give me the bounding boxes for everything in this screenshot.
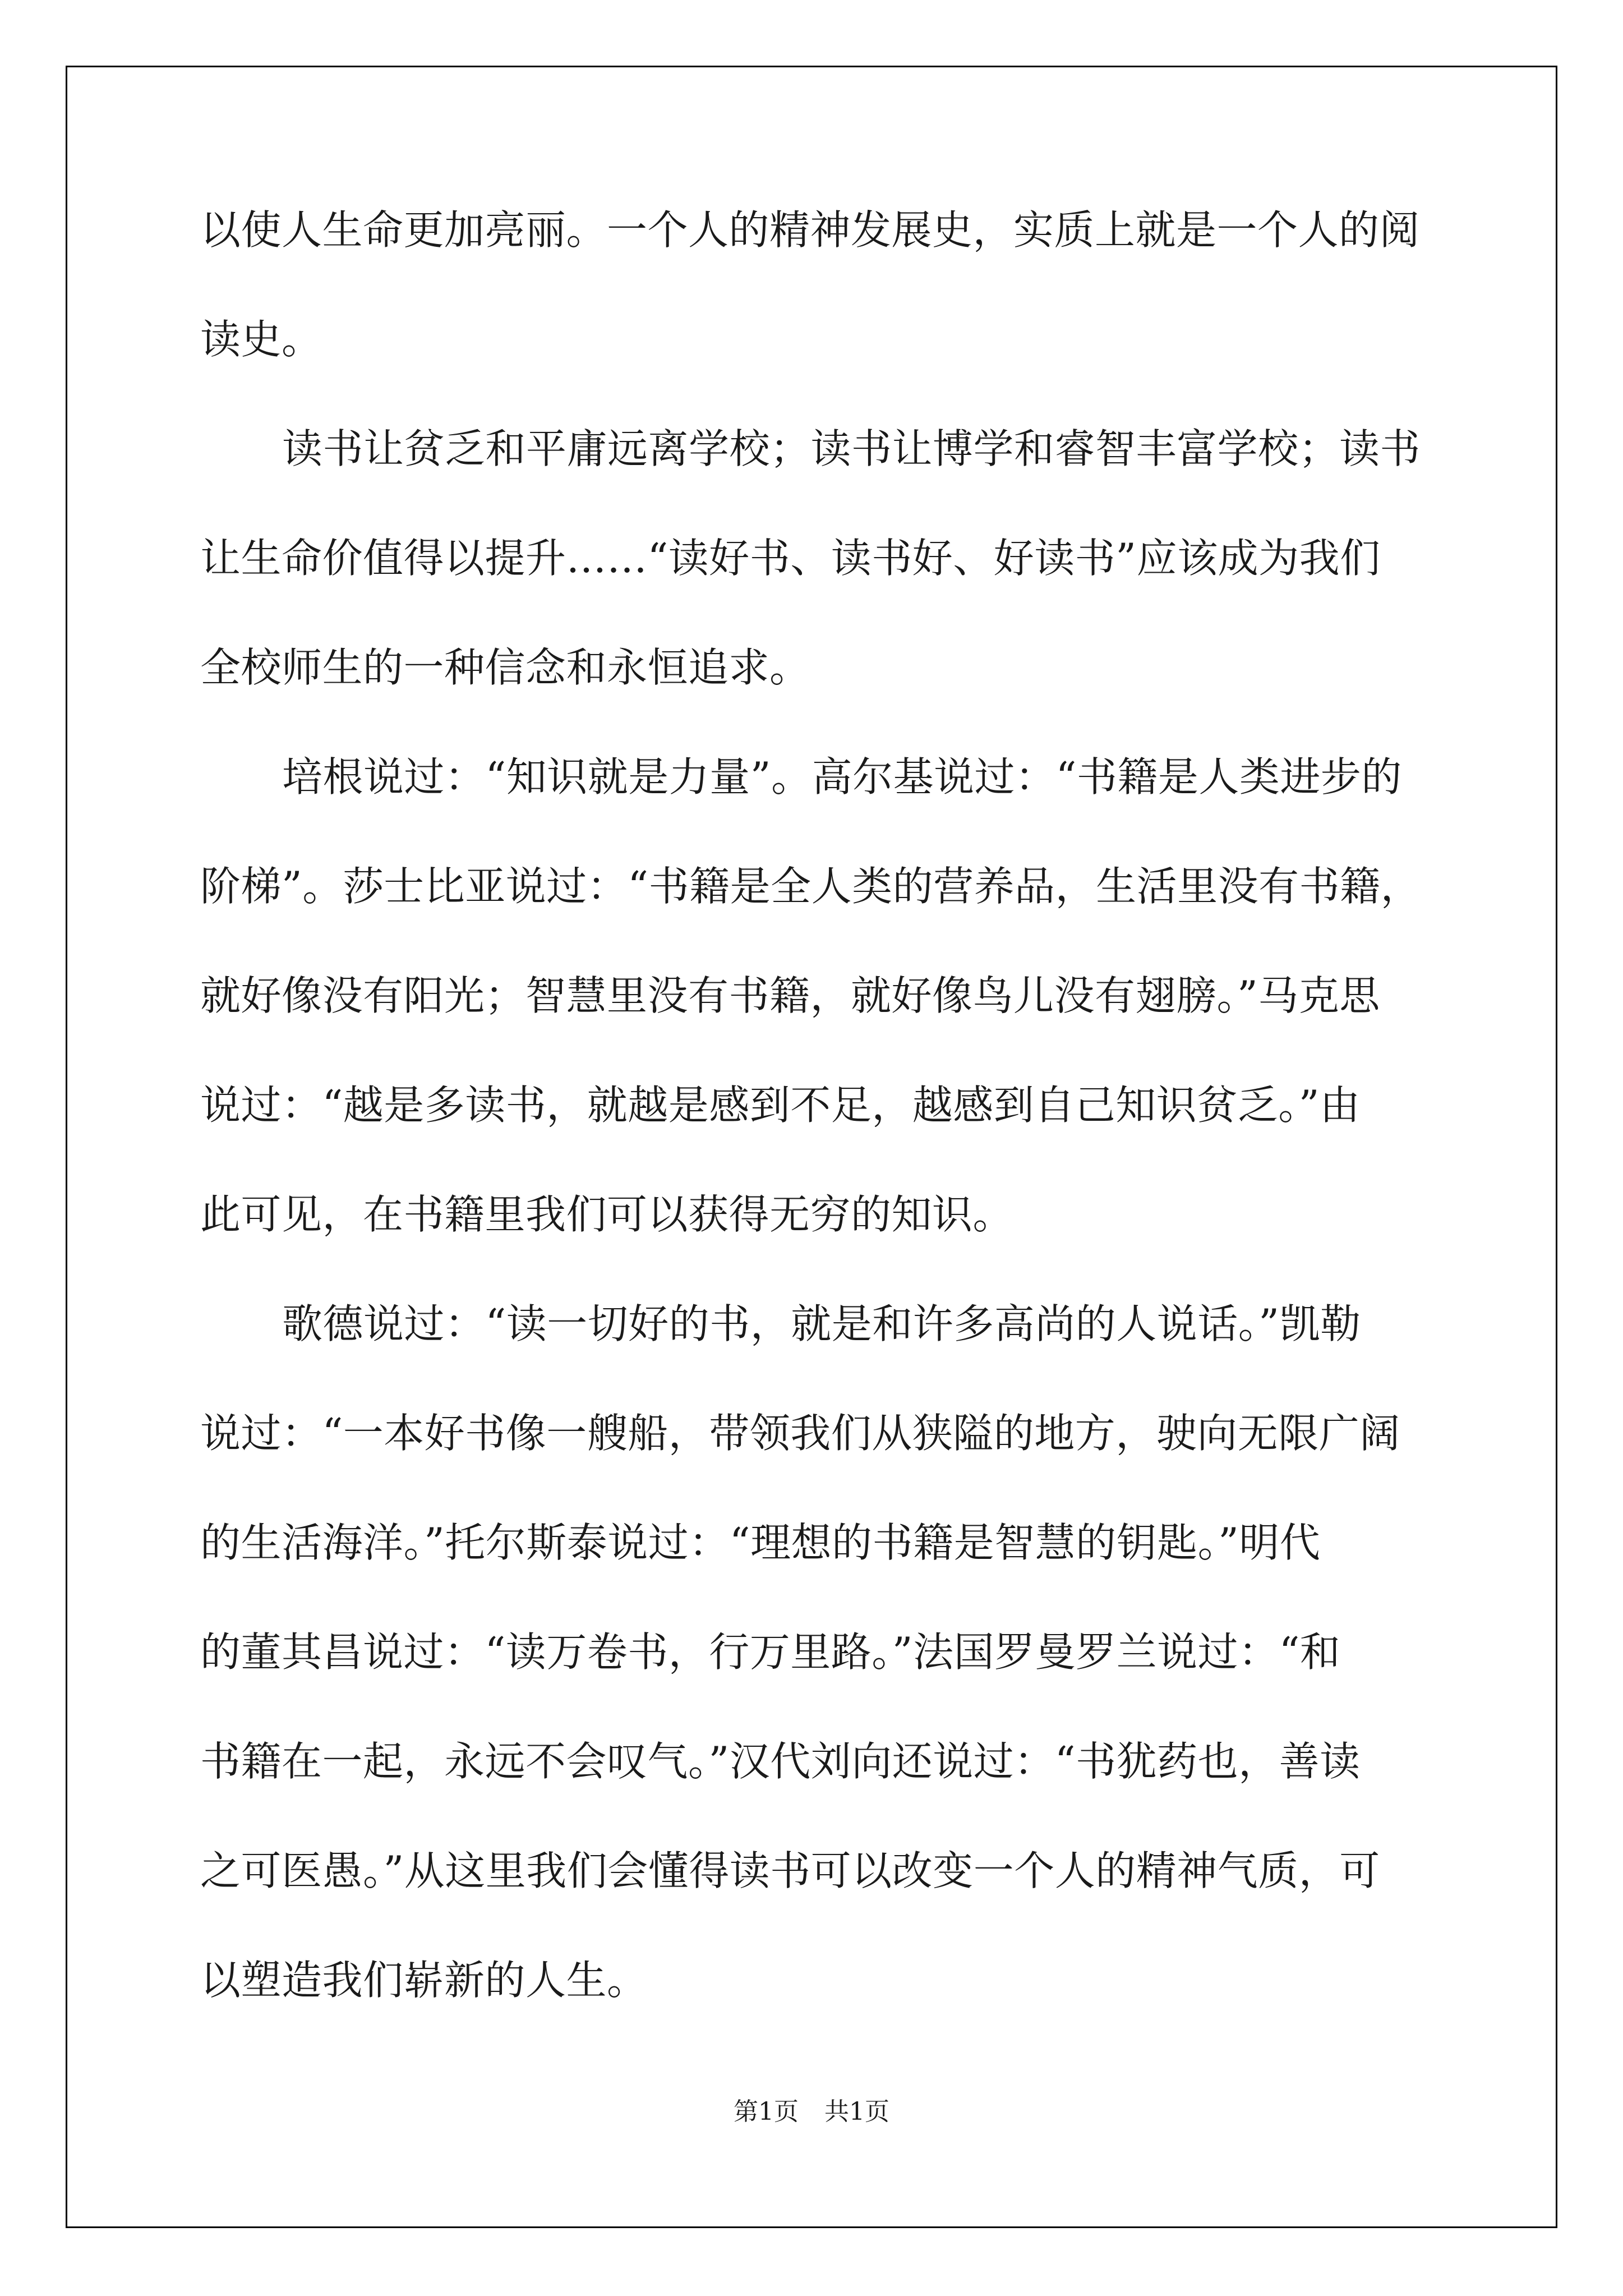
text-line: 全校师生的一种信念和永恒追求。 — [200, 644, 810, 691]
page-number: 第1页 — [734, 2097, 799, 2126]
text-line: 阶梯”。莎士比亚说过：“书籍是全人类的营养品，生活里没有书籍， — [200, 863, 1422, 910]
paragraph-first-line: 读书让贫乏和平庸远离学校；读书让博学和睿智丰富学校；读书 — [282, 425, 1421, 472]
page-border — [66, 66, 1557, 2228]
text-line: 以使人生命更加亮丽。一个人的精神发展史，实质上就是一个人的阅 — [200, 206, 1421, 254]
page-footer — [0, 2091, 1623, 2127]
text-line: 的生活海洋。”托尔斯泰说过：“理想的书籍是智慧的钥匙。”明代 — [200, 1519, 1321, 1566]
total-pages: 共1页 — [824, 2097, 889, 2126]
text-line: 说过：“一本好书像一艘船，带领我们从狭隘的地方，驶向无限广阔 — [200, 1410, 1400, 1457]
text-line: 读史。 — [200, 316, 322, 363]
text-line: 说过：“越是多读书，就越是感到不足，越感到自己知识贫乏。”由 — [200, 1082, 1361, 1129]
paragraph-first-line: 培根说过：“知识就是力量”。高尔基说过：“书籍是人类进步的 — [282, 753, 1402, 800]
text-line: 以塑造我们崭新的人生。 — [200, 1957, 648, 2004]
text-line: 让生命价值得以提升……“读好书、读书好、好读书”应该成为我们 — [200, 535, 1381, 582]
paragraph-first-line: 歌德说过：“读一切好的书，就是和许多高尚的人说话。”凯勒 — [282, 1300, 1361, 1347]
text-line: 书籍在一起，永远不会叹气。”汉代刘向还说过：“书犹药也，善读 — [200, 1738, 1361, 1785]
text-line: 之可医愚。”从这里我们会懂得读书可以改变一个人的精神气质，可 — [200, 1847, 1380, 1894]
text-line: 的董其昌说过：“读万卷书，行万里路。”法国罗曼罗兰说过：“和 — [200, 1628, 1341, 1676]
text-line: 此可见，在书籍里我们可以获得无穷的知识。 — [200, 1191, 1014, 1238]
text-line: 就好像没有阳光；智慧里没有书籍，就好像鸟儿没有翅膀。”马克思 — [200, 972, 1380, 1019]
